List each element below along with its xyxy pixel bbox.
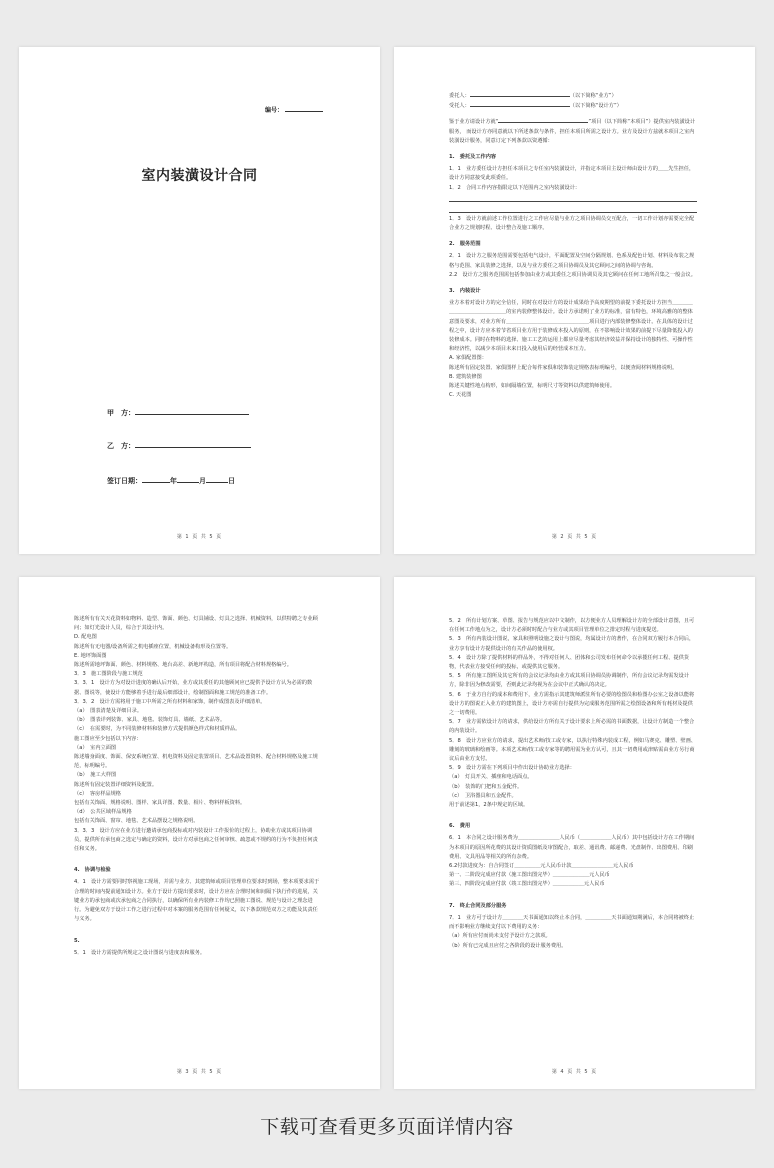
trustee-suffix: （以下简称“设计方”） xyxy=(569,103,622,110)
contract-number-blank xyxy=(285,106,323,112)
clause: 业方本着对设计方的完全信任，同时在对设计方的设计成果给予高度期望的前提下委托设计方担当＿＿＿＿＿＿＿＿＿＿＿＿＿＿＿的室内装修整体设计。设计方承诺明了业方的标准，富有特色，环境高雅的的整体意图及要求，对业方所有＿＿＿＿＿＿＿＿＿＿＿＿＿＿＿＿项目进行内部装修整体设计。在具体的设计过程之中，设计方应本着节省项目业方用于装修成本投入的原则，在不影响设计效果的前提下尽量降低投入的装修成本。同时在物料的选择、施工工艺的运用上都应尽量考虑其经济效益并保持设计的独特性、可操作性和经济性，以减少本项目未来日投入使用后的经营成本压力。 xyxy=(449,300,693,353)
party-a-blank xyxy=(135,407,249,415)
clause: 6．1 本合同之设计服务费为＿＿＿＿＿＿＿＿人民币（＿＿＿＿＿＿人民币）其中包括设计方在工作期间为本项目的原因所花费的其设计资质图纸及审图配合，取差、通讯费、邮递费、光盘制作、出图费用、印刷费用、文具用品等相关的所有杂费。 xyxy=(449,835,695,860)
clause: （b） 装饰的门把和五金配件。 xyxy=(449,783,523,790)
principal-line xyxy=(449,91,697,101)
year-label: 年 xyxy=(170,477,177,485)
contract-title: 室内装潢设计合同 xyxy=(141,168,258,184)
clause: 3．3 施工图阶段与施工规范 xyxy=(74,671,143,678)
trustee-label: 受托人： xyxy=(449,103,470,110)
contract-page-2 xyxy=(394,47,755,554)
month-blank xyxy=(177,475,199,483)
clause: 7．1 业方可于设计方＿＿＿＿天书面通知以终止本合同，＿＿＿＿＿天书面通知期满后，本合同将被终止而不影响业方继续支付以下费用的义务： xyxy=(449,914,695,931)
contract-page-4 xyxy=(394,577,755,1089)
clause: D. 配电图 xyxy=(74,634,97,641)
project-name-blank xyxy=(498,117,588,123)
clause: 包括有关饰面、规格说明、图样、家具详图、数量、相片、物料样板资料。 xyxy=(74,800,246,807)
principal-label: 委托人： xyxy=(449,93,470,99)
clause: 6.2付款进度为：自合同签订＿＿＿＿＿元人民币计款＿＿＿＿＿＿＿＿元人民币 xyxy=(449,863,634,870)
clause: （d） 公共区域样品规格 xyxy=(74,809,132,816)
clause: （a） 图表清楚及详细目录。 xyxy=(74,708,143,715)
year-blank xyxy=(142,475,170,483)
section-title: 3. 内装设计 xyxy=(449,288,481,295)
trustee-line xyxy=(449,101,697,111)
clause: A. 家俱配置图： xyxy=(449,355,487,362)
principal-blank xyxy=(470,91,570,97)
clause: 陈述所有固定装置、家俱图样上配合每件家俱和装饰装定规格表标明编号，以便查阅材料规格说明。 xyxy=(449,364,678,371)
download-more-caption[interactable]: 下载可查看更多页面详情内容 xyxy=(260,1116,514,1138)
clause: 2.2 设计方之服务范围需包括参加由业方或其委任之项目协调员及其它顾问在任何工地所召集之一般会议。 xyxy=(449,271,696,278)
day-blank xyxy=(206,475,228,483)
clause: 第三、四阶段完成应付款（竣工图出图完毕）＿＿＿＿＿＿元人民币 xyxy=(449,881,605,888)
party-b-blank xyxy=(135,440,251,448)
clause: （b） 施工大样图 xyxy=(74,772,117,779)
clause: 5．6 于业方自行的成本和费用下，业方需指示其建筑师派驻所有必要的绘图员和检图办公室之设备以能将设计方的图说正入业方的建筑图上，设计方亦需自行提供为完成服务范围所需之绘图设备和所有耗材及提供之一切费用。 xyxy=(449,691,695,717)
clause: （c） 客房样品规格 xyxy=(74,790,121,797)
clause: （a）所有应付而尚未支付予设计方之款项。 xyxy=(449,933,551,940)
clause: 3．3．3 设计方应在业方进行邀请承包商投标或对内装设计工作报价的过程上，协助业方或其项目协调员，提供所有承包商之选定与确定的资料，设计方对承包商之任何审核、疏忽或不规约的行为不负担任何责任和义务。 xyxy=(74,827,318,853)
section-title: 5. xyxy=(74,937,80,944)
section-title: 2. 服务范围 xyxy=(449,241,481,248)
clause: 3．3．1 设计方为对设计进度的确认后开始，业方或其委任的其他顾问应已提供予设计方认为必需的数据、图说等，使设计方能够着手进行最后细部设计，绘制图面和施工规范的准备工作。 xyxy=(74,680,313,696)
clause: （a） 灯具开关、插座和电话面点。 xyxy=(449,774,533,781)
clause: （c） 在需要时，为不同装修材料和装修方式提供颜色样式和材质样品。 xyxy=(74,726,241,733)
clause: B. 建筑装修图 xyxy=(449,373,482,380)
party-b-label: 乙 方： xyxy=(107,442,135,450)
clause: 4．1 设计方需要同时察视施工现场，并需与业方、其建筑师或项目管理单位要求时到场，整本项要求需于合理的时间内提前通知设计方。业方于设计方提出要求时，设计方应在合理时间和间隔下执行作的进展，关键业方的承包商或次承包商之合同执行，以确保所有业内装修工作均已照施工图说、规范与设计之理念进行。为避免双方于设计工作之进行过程中对本案的服务范围有任何疑义，以下条款规范双方之功能及其责任与义务。 xyxy=(74,879,320,923)
intro-start: 鉴于业方请设计方就“ xyxy=(449,119,499,126)
clause: 5．7 业方需依设计方的请求，供给设计方所有关于设计要求上所必需的书面数据，让设计方制造一个整合的内装设计。 xyxy=(449,719,695,735)
clause: （a） 室内立面图 xyxy=(74,744,117,751)
page-number: 第 3 页 共 5 页 xyxy=(176,1069,223,1075)
section-title: 4. 协调与检验 xyxy=(74,867,111,874)
clause: 1．3 设计方就前述工作位置进行之工作应尽量与业方之项目协调员交互配合，一切工作计划亦需要完全配合业方之规划时程、设计整合及施工顺序。 xyxy=(449,215,695,232)
page-number: 第 1 页 共 5 页 xyxy=(176,534,223,540)
clause: 1．2 合同工作内容指限定以下范围内之室内装潢设计： xyxy=(449,184,581,191)
month-label: 月 xyxy=(199,477,206,485)
contract-number xyxy=(265,105,323,114)
scope-blank-line xyxy=(449,193,697,202)
clause: （b） 图表详列装饰、家具、地毯、装饰灯具、墙纸、艺术品等。 xyxy=(74,717,226,724)
clause: 第一、二阶段完成应付款（施工图出图完毕）＿＿＿＿＿＿＿元人民币 xyxy=(449,872,610,879)
clause: 5．5 所有施工图所及其它所有的会议记录均由业方或其项目协调员协调制作，所有会议记录均需发设计方，除非因为修改需要，否则此记录均视为在会议中正式确认的决定。 xyxy=(449,673,690,689)
page-body xyxy=(449,91,697,400)
clause: 5．3 所有内装设计图说，家具和照明设施之设计与图说，均属设计方的著作，在合同双方履行本合同后，业方享有设计方提供设计的有关作品的使用权。 xyxy=(449,636,695,652)
clause: 3．3．2 设计方需将用于施工中所需之所有材料和家饰，制作成图表及详细清单。 xyxy=(74,698,266,705)
clause: 施工图应至少包括以下内容： xyxy=(74,735,142,742)
clause: 5．9 设计方需在下列项目中作出设计协助业方选择： xyxy=(449,765,575,772)
clause: 5．2 所有计划方案、草图、报告与规范应以中文制作，以方便业方人员理解设计方的全部设计意图，且可在任何工作地点为之，设计方必须时时配合与业方或其项目管理单位之排定时程与进度提送。 xyxy=(449,618,695,634)
clause: （c） 卫浴器具和五金配件。 xyxy=(449,792,517,799)
section-title: 1. 委托及工作内容 xyxy=(449,154,497,161)
page-number: 第 2 页 共 5 页 xyxy=(551,534,598,540)
page-body xyxy=(74,615,322,958)
intro-rest: ”项目（以下简称“本项目”）提供室内装潢设计服务， 而设计方亦同意就以下所述条款与条件，担任本项目所需之设计方。业方及设计方兹就本项目之室内装潢设计服务，同意订定下列条款以资遵循： xyxy=(449,119,696,144)
party-a-label: 甲 方： xyxy=(107,409,135,417)
contract-page-3 xyxy=(19,577,380,1089)
clause: （b）所有已完成且应付之各阶段的设计服务费用。 xyxy=(449,942,567,949)
clause: 陈述所有有关天花资料如物料、造型、饰面、颜色、灯具铺设、灯具之选择、机械资料，以供特聘之专业顾问；如灯光设计人员，综合于其设计内。 xyxy=(74,616,318,632)
page-body xyxy=(449,617,697,951)
scope-blank-line xyxy=(449,204,697,213)
signing-date-label: 签订日期： xyxy=(107,477,142,485)
clause: 包括有关饰面、窗帘、地毯、艺术品摆设之规格说明。 xyxy=(74,818,199,825)
clause: 陈述关键性地点构形，如间隔墙位置，标明尺寸等资料以供建筑师使用。 xyxy=(449,383,616,390)
clause: E. 地坪饰面图 xyxy=(74,652,107,659)
signing-date xyxy=(107,475,235,486)
clause: 陈述所有无电器/设备所需之机电插座位置，机械设备构形及位置等。 xyxy=(74,643,232,650)
intro-paragraph xyxy=(449,117,697,146)
clause: 5．1 设计方需提供所规定之设计图说与进度表和服务。 xyxy=(74,949,206,956)
clause: 陈述所需地坪饰面、颜色、材料规格、地台高差、新地坪构造，所有项目将配合材料规格编号。 xyxy=(74,662,292,669)
day-label: 日 xyxy=(228,477,235,485)
trustee-blank xyxy=(470,101,570,107)
party-b-field xyxy=(107,440,251,451)
clause: C. 天花图 xyxy=(449,392,472,399)
section-title: 6. 费用 xyxy=(449,823,471,830)
clause: 5．8 设计方应业方的请求，提出艺术师/技工或专家，以执行特殊内装成工程，例如马赛克、雕塑、壁画、雕刻的玻璃和绘画等。本项艺术师/技工或专家等的聘用需为业方认可，且其一切费用或津贴需由业方另行商议后由业方支付。 xyxy=(449,737,696,763)
contract-cover-page xyxy=(19,47,380,554)
clause: 陈述所有固定装置详细资料及配置。 xyxy=(74,781,158,788)
principal-suffix: （以下简称“业方”） xyxy=(569,93,617,99)
clause: 5．4 设计方除了提供材料的样品外，不得对任何人、团体和公司发布任何命令以承揽任何工程、提供货物，代表业方接受任何的投标，或提供其它服务。 xyxy=(449,654,690,671)
clause: 用于前述第1，2条中规定的区域。 xyxy=(449,802,529,809)
party-a-field xyxy=(107,407,249,418)
page-number: 第 4 页 共 5 页 xyxy=(551,1069,598,1075)
clause: 1．1 业方委任设计方担任本项目之专任室内装潢设计，并指定本项目主设计师由设计方的＿＿先生担任，设计方同意接受此项委任。 xyxy=(449,166,695,182)
section-title: 7. 终止合同及部分服务 xyxy=(449,902,507,909)
clause: 陈述墙身面度、饰面、保安系统位置、机电资料及固定装置项目、艺术品设置资料、配合材料规格及施工规范，标明编号。 xyxy=(74,754,318,770)
contract-number-label: 编号： xyxy=(265,107,284,114)
clause: 2．1 设计方之服务范围需要包括电气设计，平面配置及空间分隔规划、色系及配色计划、材料及布装之规格与范围、家具装修之选择，以及与业方委任之项目协调员及其它顾问之间的协调与咨询。 xyxy=(449,253,695,269)
